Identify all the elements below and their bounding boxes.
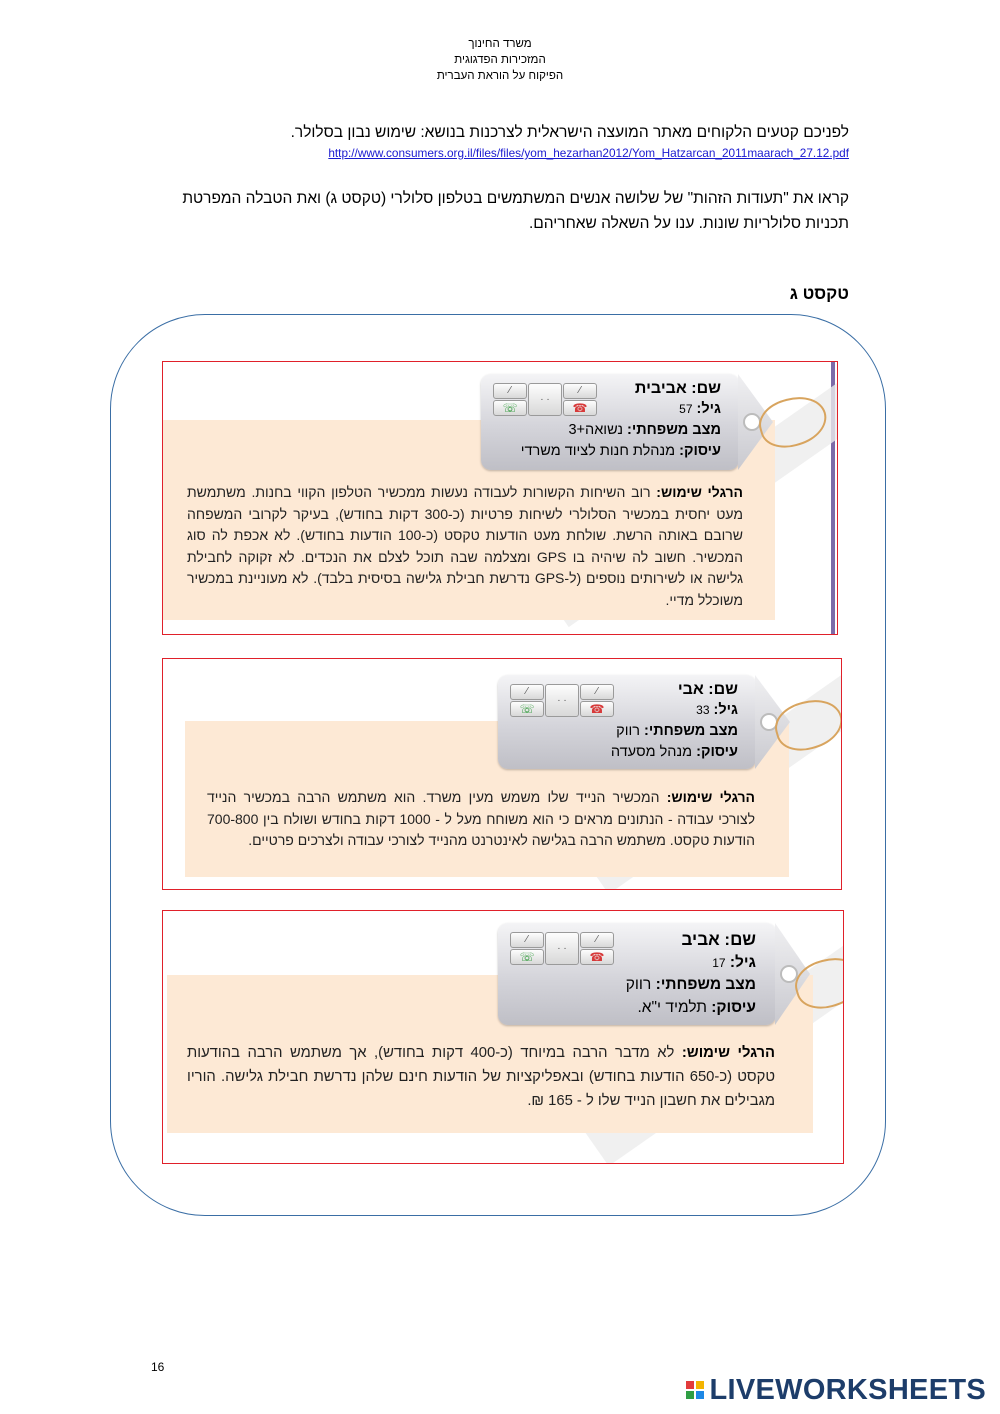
id-tag: [498, 675, 756, 769]
tag-details: [521, 378, 721, 462]
soft-key-right: ⁄: [563, 383, 597, 399]
logo-square: [686, 1381, 694, 1389]
source-sentence: לפניכם קטעים הלקוחים מאתר המועצה הישראלית לצרכנות בנושא: שימוש נבון בסלולר.: [290, 124, 849, 141]
marital-row: [611, 721, 738, 742]
marital-label: מצב משפחתי:: [627, 422, 721, 438]
name-row: [611, 679, 738, 700]
age-label: גיל:: [729, 953, 756, 971]
occupation-value: מנהלת חנות לציוד משרדי: [520, 443, 676, 459]
occupation-row: [521, 441, 721, 462]
age-row: [521, 399, 721, 420]
soft-key-left: ⁄: [510, 684, 544, 700]
tag-details: [611, 679, 738, 763]
age-label: גיל:: [713, 702, 738, 718]
header-secretariat: המזכירות הפדגוגית: [454, 54, 546, 66]
marital-row: [626, 974, 756, 997]
logo-square: [686, 1391, 694, 1399]
name-row: [521, 378, 721, 399]
occupation-label: עיסוק:: [679, 443, 721, 459]
tag-details: [626, 929, 756, 1019]
call-answer-icon: ☏: [493, 400, 527, 416]
header-supervision: הפיקוח על הוראת העברית: [436, 70, 564, 82]
nav-key: · ·: [528, 383, 562, 416]
occupation-row: [626, 997, 756, 1020]
logo-squares-icon: [686, 1381, 704, 1399]
age-row: [611, 700, 738, 721]
marital-label: מצב משפחתי:: [655, 976, 756, 993]
soft-key-left: ⁄: [510, 932, 544, 948]
id-card: [162, 361, 838, 635]
call-end-icon: ☎: [563, 400, 597, 416]
age-value: 57: [679, 402, 693, 416]
marital-label: מצב משפחתי:: [644, 723, 738, 739]
name-label: שם:: [708, 681, 738, 698]
call-answer-icon: ☏: [510, 701, 544, 717]
marital-value: נשואה+3: [568, 422, 624, 438]
usage-text: רוב השיחות הקשורות לעבודה נעשות ממכשיר הטלפון הקווי בחנות. משתמשת מעט יחסית במכשיר הסלולרי לשיחות פרטיות (כ-300 דקות בחודש), בעיקר לקרובי המשפחה שרובם באותה הרשת. שולחת מעט הודעות טקסט (כ-100 הודעות בחודש). לא אכפת לה סוג המכשיר. חשוב לה שיהיה בו GPS ומצלמה שבה תוכל לצלם את הנכדים. לא זקוקה לחבילת גלישה או לשירותים נוספים (ל-GPS נדרשת חבילת גלישה בסיסית בלבד). לא מעוניינת במכשיר משוכלל מדיי.: [187, 484, 743, 608]
call-answer-icon: ☏: [510, 949, 544, 965]
occupation-value: מנהל מסעדה: [610, 744, 693, 760]
id-card: [162, 658, 842, 890]
age-value: 17: [712, 955, 726, 970]
name-row: [626, 929, 756, 952]
age-row: [626, 952, 756, 975]
usage-text: המכשיר הנייד שלו משמש מעין משרד. הוא משתמש הרבה במכשיר הנייד לצורכי עבודה - הנתונים מראים כי הוא משוחח מעל ל - 1000 דקות בחודש ושולח בין 700-800 הודעות טקסט. משתמש הרבה בגלישה לאינטרנט מהנייד לצורכי עבודה ולצרכים פרטיים.: [207, 789, 755, 849]
marital-value: רווק: [625, 976, 652, 993]
call-end-icon: ☎: [580, 949, 614, 965]
usage-paragraph: [207, 787, 755, 852]
id-card: [162, 910, 844, 1164]
section-title: טקסט ג: [789, 284, 849, 303]
phone-keypad: [510, 684, 614, 717]
usage-paragraph: [187, 482, 743, 612]
soft-key-right: ⁄: [580, 684, 614, 700]
id-tag: [498, 923, 776, 1025]
logo-text: LIVEWORKSHEETS: [709, 1373, 986, 1406]
name-value: אביבית: [634, 380, 687, 397]
page-number: 16: [151, 1360, 165, 1374]
age-label: גיל:: [696, 401, 721, 417]
age-value: 33: [696, 703, 710, 717]
id-tag: [481, 374, 739, 470]
occupation-label: עיסוק:: [696, 744, 738, 760]
logo-square: [696, 1391, 704, 1399]
occupation-value: תלמיד י"א.: [637, 998, 707, 1016]
usage-label: הרגלי שימוש:: [656, 484, 744, 500]
source-link[interactable]: http://www.consumers.org.il/files/files/yom_hezarhan2012/Yom_Hatzarcan_2011maarach_27.12.pdf: [328, 146, 849, 160]
instructions-paragraph: קראו את "תעודות הזהות" של שלושה אנשים המשתמשים בטלפון סלולרי (טקסט ג) ואת הטבלה המפרטת תכניות סלולריות שונות. ענו על השאלה שאחריהם.: [182, 190, 849, 232]
soft-key-right: ⁄: [580, 932, 614, 948]
name-label: שם:: [724, 930, 756, 949]
usage-text: לא מדבר הרבה במיוחד (כ-400 דקות בחודש), אך משתמש הרבה בהודעות טקסט (כ-650 הודעות בחודש) ובאפליקציות של הודעות חינם שלהן נדרשת חבילת גלישה. הוריו מגבילים את חשבון הנייד שלו ל - 165 ₪.: [187, 1045, 776, 1109]
soft-key-left: ⁄: [493, 383, 527, 399]
marital-value: רווק: [616, 723, 641, 739]
usage-label: הרגלי שימוש:: [666, 789, 756, 805]
liveworksheets-logo[interactable]: [686, 1373, 987, 1407]
call-end-icon: ☎: [580, 701, 614, 717]
name-value: אבי: [677, 681, 704, 698]
usage-paragraph: [187, 1041, 775, 1113]
occupation-label: עיסוק:: [711, 998, 756, 1016]
name-label: שם:: [691, 380, 721, 397]
logo-square: [696, 1381, 704, 1389]
occupation-row: [611, 742, 738, 763]
marital-row: [521, 420, 721, 441]
usage-label: הרגלי שימוש:: [681, 1045, 775, 1061]
nav-key: · ·: [545, 684, 579, 717]
header-ministry: משרד החינוך: [468, 38, 532, 50]
nav-key: · ·: [545, 932, 579, 965]
phone-keypad: [510, 932, 614, 965]
name-value: אביב: [681, 930, 720, 949]
